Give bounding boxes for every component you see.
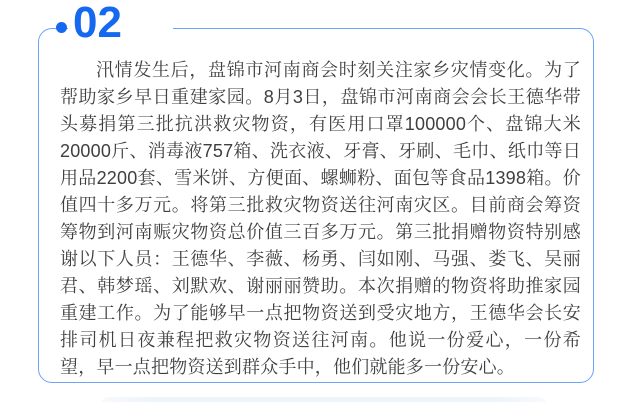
article-paragraph: 汛情发生后，盘锦市河南商会时刻关注家乡灾情变化。为了帮助家乡早日重建家园。8月3日，盘锦市河南商会会长王德华带头募捐第三批抗洪救灾物资，有医用口罩100000个、盘锦大米20000斤、消毒液757箱、洗衣液、牙膏、牙刷、毛巾、纸巾等日用品2200套、雪米饼、方便面、螺蛳粉、面包等食品1398箱。价值四十多万元。将第三批救灾物资送往河南灾区。目前商会筹资筹物到河南赈灾物资总价值三百多万元。第三批捐赠物资特别感谢以下人员：王德华、李薇、杨勇、闫如刚、马强、娄飞、吴丽君、韩梦瑶、刘默欢、谢丽丽赞助。本次捐赠的物资将助推家园重建工作。为了能够早一点把物资送到受灾地方，王德华会长安排司机日夜兼程把救灾物资送往河南。他说一份爱心，一份希望，早一点把物资送到群众手中，他们就能多一份安心。 [60, 60, 581, 377]
next-card-top-edge [100, 397, 547, 402]
bullet-dot-icon [56, 22, 67, 33]
section-number: 02 [68, 1, 173, 45]
